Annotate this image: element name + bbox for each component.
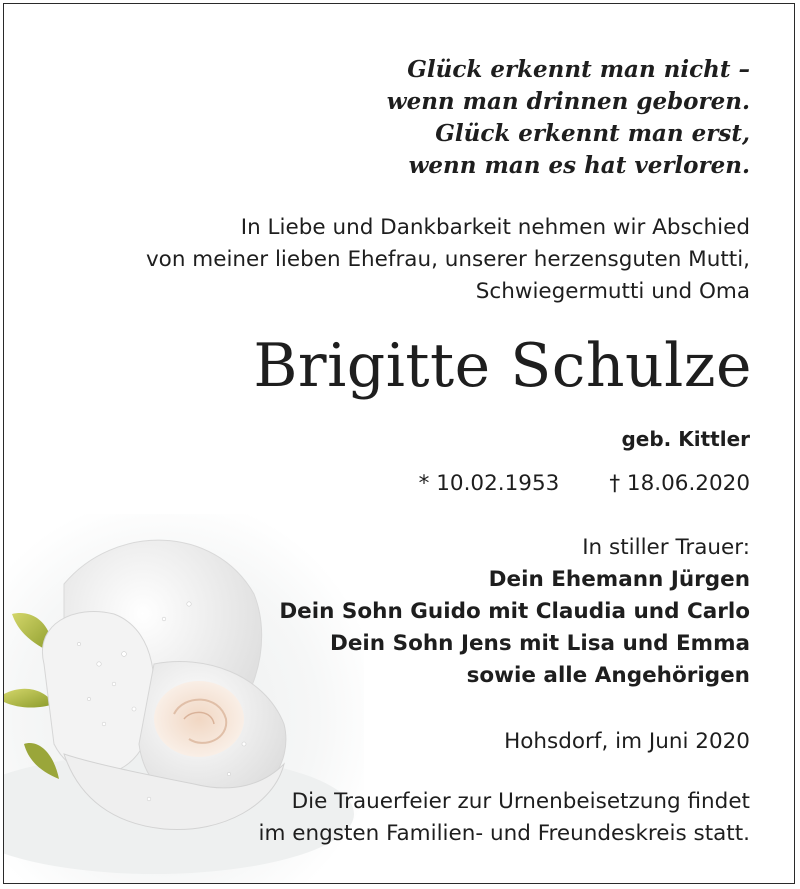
place-and-date: Hohsdorf, im Juni 2020 bbox=[504, 729, 750, 754]
obituary-frame bbox=[3, 3, 795, 884]
farewell-text bbox=[146, 212, 750, 308]
death-date: † 18.06.2020 bbox=[609, 471, 750, 496]
funeral-note-line: Die Trauerfeier zur Urnenbeisetzung findet bbox=[291, 789, 750, 814]
farewell-line: In Liebe und Dankbarkeit nehmen wir Abschied bbox=[240, 215, 750, 240]
birth-date: * 10.02.1953 bbox=[418, 471, 560, 496]
poem-line: Glück erkennt man erst, bbox=[435, 120, 750, 147]
poem bbox=[387, 54, 750, 182]
mourner-entry: Dein Ehemann Jürgen bbox=[488, 567, 750, 592]
mourner-entry: Dein Sohn Jens mit Lisa und Emma bbox=[330, 631, 750, 656]
deceased-name: Brigitte Schulze bbox=[253, 331, 752, 401]
mourner-entry: sowie alle Angehörigen bbox=[466, 663, 750, 688]
poem-line: wenn man es hat verloren. bbox=[408, 152, 750, 179]
life-dates bbox=[419, 468, 750, 500]
mourners-heading: In stiller Trauer: bbox=[582, 535, 750, 560]
poem-line: wenn man drinnen geboren. bbox=[386, 88, 750, 115]
farewell-line: Schwiegermutti und Oma bbox=[475, 279, 750, 304]
funeral-note bbox=[259, 786, 750, 850]
farewell-line: von meiner lieben Ehefrau, unserer herzensguten Mutti, bbox=[145, 247, 750, 272]
mourners-list bbox=[279, 532, 750, 692]
funeral-note-line: im engsten Familien- und Freundeskreis statt. bbox=[258, 821, 750, 846]
poem-line: Glück erkennt man nicht – bbox=[407, 56, 750, 83]
birth-name: geb. Kittler bbox=[621, 427, 750, 451]
mourner-entry: Dein Sohn Guido mit Claudia und Carlo bbox=[279, 599, 750, 624]
